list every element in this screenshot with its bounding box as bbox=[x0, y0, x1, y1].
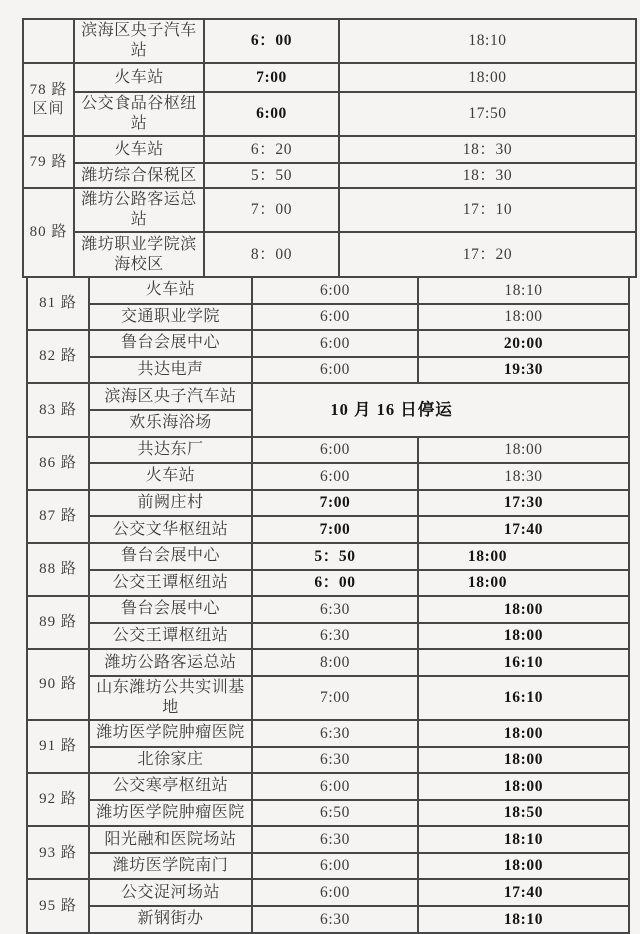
station-name: 共达东厂 bbox=[89, 437, 252, 464]
station-name: 前阙庄村 bbox=[89, 490, 252, 517]
first-bus-time: 6:00 bbox=[252, 357, 418, 384]
timetable-row bbox=[27, 570, 629, 597]
first-bus-time: 6:30 bbox=[252, 906, 418, 933]
timetable-row bbox=[27, 879, 629, 906]
first-bus-time: 7:00 bbox=[204, 63, 339, 92]
last-bus-time: 18:30 bbox=[418, 463, 629, 490]
first-bus-time: 7：00 bbox=[204, 188, 339, 232]
timetable-row bbox=[23, 92, 636, 136]
last-bus-time: 18:00 bbox=[339, 63, 636, 92]
last-bus-time: 18:00 bbox=[418, 596, 629, 623]
first-bus-time: 6:30 bbox=[252, 623, 418, 650]
last-bus-time: 17:30 bbox=[418, 490, 629, 517]
route-label: 95 路 bbox=[27, 879, 89, 932]
station-name: 阳光融和医院场站 bbox=[89, 826, 252, 853]
timetable-row bbox=[27, 383, 629, 410]
first-bus-time: 5：50 bbox=[252, 543, 418, 570]
first-bus-time: 6：00 bbox=[204, 19, 339, 63]
first-bus-time: 7:00 bbox=[252, 676, 418, 720]
last-bus-time: 18:00 bbox=[418, 747, 629, 774]
last-bus-time: 19:30 bbox=[418, 357, 629, 384]
last-bus-time: 18:00 bbox=[418, 570, 629, 597]
timetable-row bbox=[27, 720, 629, 747]
station-name: 鲁台会展中心 bbox=[89, 596, 252, 623]
first-bus-time: 6:00 bbox=[252, 463, 418, 490]
route-label: 82 路 bbox=[27, 330, 89, 383]
last-bus-time: 18：30 bbox=[339, 136, 636, 163]
station-name: 公交王谭枢纽站 bbox=[89, 570, 252, 597]
last-bus-time: 20:00 bbox=[418, 330, 629, 357]
last-bus-time: 18:00 bbox=[418, 543, 629, 570]
route-label: 93 路 bbox=[27, 826, 89, 879]
last-bus-time: 18:00 bbox=[418, 304, 629, 331]
timetable-section-bottom bbox=[26, 276, 630, 934]
station-name: 欢乐海浴场 bbox=[89, 410, 252, 437]
timetable-row bbox=[27, 906, 629, 933]
first-bus-time: 6:30 bbox=[252, 720, 418, 747]
last-bus-time: 18:00 bbox=[418, 853, 629, 880]
station-name: 潍坊医学院肿瘤医院 bbox=[89, 800, 252, 827]
last-bus-time: 18:00 bbox=[418, 623, 629, 650]
suspension-note: 10 月 16 日停运 bbox=[252, 383, 629, 436]
first-bus-time: 6：00 bbox=[252, 570, 418, 597]
station-name: 公交文华枢纽站 bbox=[89, 516, 252, 543]
timetable-row bbox=[27, 596, 629, 623]
route-label: 89 路 bbox=[27, 596, 89, 649]
first-bus-time: 8:00 bbox=[252, 649, 418, 676]
first-bus-time: 6:00 bbox=[252, 773, 418, 800]
timetable-row bbox=[27, 800, 629, 827]
last-bus-time: 18:10 bbox=[339, 19, 636, 63]
first-bus-time: 5：50 bbox=[204, 163, 339, 188]
first-bus-time: 6:00 bbox=[252, 330, 418, 357]
first-bus-time: 7:00 bbox=[252, 516, 418, 543]
station-name: 鲁台会展中心 bbox=[89, 543, 252, 570]
timetable-row bbox=[23, 163, 636, 188]
first-bus-time: 6:00 bbox=[252, 304, 418, 331]
route-label: 80 路 bbox=[23, 188, 74, 277]
first-bus-time: 6:00 bbox=[204, 92, 339, 136]
station-name: 北徐家庄 bbox=[89, 747, 252, 774]
station-name: 山东潍坊公共实训基地 bbox=[89, 676, 252, 720]
route-label: 86 路 bbox=[27, 437, 89, 490]
first-bus-time: 6:30 bbox=[252, 596, 418, 623]
route-label: 79 路 bbox=[23, 136, 74, 188]
station-name: 潍坊职业学院滨海校区 bbox=[74, 232, 204, 277]
timetable-row bbox=[27, 826, 629, 853]
station-name: 火车站 bbox=[74, 136, 204, 163]
first-bus-time: 8：00 bbox=[204, 232, 339, 277]
timetable-row bbox=[27, 853, 629, 880]
timetable-row bbox=[23, 63, 636, 92]
route-label: 90 路 bbox=[27, 649, 89, 720]
first-bus-time: 6:30 bbox=[252, 747, 418, 774]
station-name: 新钢街办 bbox=[89, 906, 252, 933]
first-bus-time: 6:30 bbox=[252, 826, 418, 853]
station-name: 公交食品谷枢纽站 bbox=[74, 92, 204, 136]
timetable-bottom-body bbox=[27, 277, 629, 933]
timetable-row bbox=[23, 19, 636, 63]
timetable-row bbox=[23, 188, 636, 232]
station-name: 潍坊综合保税区 bbox=[74, 163, 204, 188]
station-name: 公交浞河场站 bbox=[89, 879, 252, 906]
station-name: 潍坊公路客运总站 bbox=[74, 188, 204, 232]
route-label: 81 路 bbox=[27, 277, 89, 330]
station-name: 鲁台会展中心 bbox=[89, 330, 252, 357]
timetable-row bbox=[27, 543, 629, 570]
last-bus-time: 18:00 bbox=[418, 773, 629, 800]
timetable-row bbox=[27, 490, 629, 517]
timetable-row bbox=[27, 437, 629, 464]
timetable-row bbox=[27, 623, 629, 650]
last-bus-time: 18:10 bbox=[418, 826, 629, 853]
timetable-row bbox=[27, 330, 629, 357]
station-name: 交通职业学院 bbox=[89, 304, 252, 331]
last-bus-time: 17:40 bbox=[418, 516, 629, 543]
last-bus-time: 18:10 bbox=[418, 277, 629, 304]
route-label: 87 路 bbox=[27, 490, 89, 543]
station-name: 滨海区央子汽车站 bbox=[74, 19, 204, 63]
last-bus-time: 18:50 bbox=[418, 800, 629, 827]
timetable-top-body bbox=[23, 19, 636, 277]
timetable-row bbox=[27, 357, 629, 384]
station-name: 公交寒亭枢纽站 bbox=[89, 773, 252, 800]
last-bus-time: 18:10 bbox=[418, 906, 629, 933]
station-name: 滨海区央子汽车站 bbox=[89, 383, 252, 410]
timetable-row bbox=[27, 649, 629, 676]
first-bus-time: 6:00 bbox=[252, 853, 418, 880]
route-label: 92 路 bbox=[27, 773, 89, 826]
station-name: 公交王谭枢纽站 bbox=[89, 623, 252, 650]
last-bus-time: 18：30 bbox=[339, 163, 636, 188]
timetable-row bbox=[27, 304, 629, 331]
last-bus-time: 17：20 bbox=[339, 232, 636, 277]
last-bus-time: 17：10 bbox=[339, 188, 636, 232]
first-bus-time: 6:00 bbox=[252, 277, 418, 304]
station-name: 共达电声 bbox=[89, 357, 252, 384]
last-bus-time: 18:00 bbox=[418, 437, 629, 464]
first-bus-time: 6:50 bbox=[252, 800, 418, 827]
first-bus-time: 6:00 bbox=[252, 437, 418, 464]
first-bus-time: 6:00 bbox=[252, 879, 418, 906]
timetable-section-top bbox=[22, 18, 637, 278]
last-bus-time: 18:00 bbox=[418, 720, 629, 747]
station-name: 火车站 bbox=[89, 463, 252, 490]
timetable-row bbox=[23, 232, 636, 277]
last-bus-time: 17:50 bbox=[339, 92, 636, 136]
timetable-row bbox=[27, 277, 629, 304]
last-bus-time: 16:10 bbox=[418, 649, 629, 676]
route-label bbox=[23, 19, 74, 63]
timetable-row bbox=[23, 136, 636, 163]
station-name: 潍坊医学院肿瘤医院 bbox=[89, 720, 252, 747]
timetable-row bbox=[27, 516, 629, 543]
timetable-row bbox=[27, 463, 629, 490]
route-label: 78 路区间 bbox=[23, 63, 74, 136]
timetable-row bbox=[27, 773, 629, 800]
last-bus-time: 17:40 bbox=[418, 879, 629, 906]
station-name: 潍坊公路客运总站 bbox=[89, 649, 252, 676]
timetable-row bbox=[27, 747, 629, 774]
route-label: 83 路 bbox=[27, 383, 89, 436]
station-name: 火车站 bbox=[89, 277, 252, 304]
station-name: 潍坊医学院南门 bbox=[89, 853, 252, 880]
station-name: 火车站 bbox=[74, 63, 204, 92]
route-label: 88 路 bbox=[27, 543, 89, 596]
timetable-row bbox=[27, 676, 629, 720]
last-bus-time: 16:10 bbox=[418, 676, 629, 720]
route-label: 91 路 bbox=[27, 720, 89, 773]
first-bus-time: 7:00 bbox=[252, 490, 418, 517]
first-bus-time: 6：20 bbox=[204, 136, 339, 163]
